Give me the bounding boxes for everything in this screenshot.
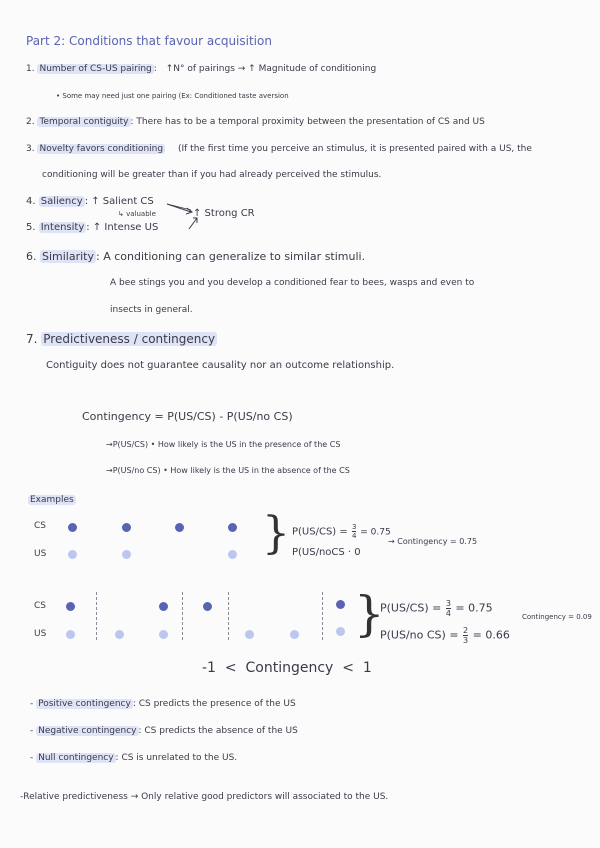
formula-explanation-cs: →P(US/CS) • How likely is the US in the presence of the CS xyxy=(106,440,341,449)
bullet-text: : CS predicts the absence of the US xyxy=(138,726,298,736)
ex2-us-dot xyxy=(290,630,299,639)
item-similarity xyxy=(26,250,365,263)
item-intensity xyxy=(26,222,158,233)
ex1-result: → Contingency = 0.75 xyxy=(388,537,478,546)
bullet-negative xyxy=(30,726,298,736)
predictiveness-text: Contiguity does not guarantee causality nor an outcome relationship. xyxy=(46,360,395,371)
ex2-us-dot xyxy=(159,630,168,639)
bullet-text: : CS is unrelated to the US. xyxy=(115,753,238,763)
ex2-brace: } xyxy=(354,586,385,642)
item-num: 7. xyxy=(26,332,38,346)
ex2-us-dot xyxy=(115,630,124,639)
saliency-sub: ↳ valuable xyxy=(118,210,156,218)
p-label: P(US/CS) = xyxy=(380,601,445,615)
item-text: ↑ Salient CS xyxy=(91,196,154,207)
bullet-null xyxy=(30,753,237,763)
item-colon: : xyxy=(153,64,157,74)
ex1-us-dot xyxy=(68,550,77,559)
ex2-divider xyxy=(182,592,183,640)
bullet-text: : CS predicts the presence of the US xyxy=(132,699,296,709)
denominator: 4 xyxy=(445,609,451,618)
item-label: Novelty favors conditioning xyxy=(39,144,164,154)
p-value: = 0.66 xyxy=(469,628,510,642)
numerator: 3 xyxy=(445,599,451,608)
item-text: ↑ Intense US xyxy=(92,222,159,233)
ex2-row-us: US xyxy=(34,629,47,639)
contingency-formula: Contingency = P(US/CS) - P(US/no CS) xyxy=(82,410,293,423)
item-text: ↑N° of pairings → ↑ Magnitude of conditioning xyxy=(165,64,377,74)
ex2-divider xyxy=(228,592,229,640)
item-number-of-pairings xyxy=(26,64,376,74)
fraction xyxy=(463,626,468,645)
item-num: 1. xyxy=(26,64,35,74)
ex1-row-cs: CS xyxy=(34,521,46,531)
denominator: 4 xyxy=(351,532,357,540)
ex2-us-dot xyxy=(245,630,254,639)
p-value: = 0.75 xyxy=(451,601,493,615)
item-temporal-contiguity xyxy=(26,117,485,127)
item-label: Number of CS-US pairing xyxy=(39,64,152,74)
item-num: 6. xyxy=(26,250,37,263)
item-novelty xyxy=(26,144,532,154)
item-num: 5. xyxy=(26,222,36,233)
ex2-row-cs: CS xyxy=(34,601,46,611)
ex1-cs-dot xyxy=(68,523,77,532)
bullet-label: Positive contingency xyxy=(38,699,131,709)
numerator: 3 xyxy=(351,523,357,531)
ex2-p-us-cs xyxy=(380,599,493,618)
item-colon: : xyxy=(130,117,134,127)
item-num: 2. xyxy=(26,117,35,127)
ex2-us-dot xyxy=(66,630,75,639)
item-text: (If the first time you perceive an stimulus, it is presented paired with a US, the xyxy=(177,144,532,154)
dash: - xyxy=(30,753,34,763)
similarity-example-2: insects in general. xyxy=(110,305,193,315)
item-num: 4. xyxy=(26,196,36,207)
ex1-cs-dot xyxy=(175,523,184,532)
item-text: There has to be a temporal proximity between the presentation of CS and US xyxy=(136,117,485,127)
bullet-label: Negative contingency xyxy=(38,726,137,736)
ex1-row-us: US xyxy=(34,549,47,559)
ex2-cs-dot xyxy=(203,602,212,611)
formula-explanation-nocs: →P(US/no CS) • How likely is the US in the absence of the CS xyxy=(106,466,350,475)
item-label: Temporal contiguity xyxy=(39,117,129,127)
ex2-p-us-nocs xyxy=(380,626,510,645)
numerator: 2 xyxy=(463,626,469,635)
ex2-cs-dot xyxy=(66,602,75,611)
relative-predictiveness: -Relative predictiveness → Only relative good predictors will associated to the US. xyxy=(20,792,389,802)
ex2-divider xyxy=(96,592,97,640)
item-novelty-continued: conditioning will be greater than if you had already perceived the stimulus. xyxy=(42,170,382,180)
bullet-label: Null contingency xyxy=(38,753,114,763)
contingency-range: -1 < Contingency < 1 xyxy=(202,660,372,676)
item-predictiveness xyxy=(26,332,217,346)
ex2-cs-dot xyxy=(159,602,168,611)
ex2-result: Contingency = 0.09 xyxy=(522,613,592,621)
strong-cr: ↑ Strong CR xyxy=(193,208,255,219)
page-title: Part 2: Conditions that favour acquisition xyxy=(26,34,272,48)
ex1-us-dot xyxy=(122,550,131,559)
item-num: 3. xyxy=(26,144,35,154)
item-colon: : xyxy=(84,196,89,207)
ex1-brace: } xyxy=(262,508,290,559)
fraction xyxy=(446,599,451,618)
item-text: A conditioning can generalize to similar stimuli. xyxy=(103,250,366,263)
dash: - xyxy=(30,699,34,709)
p-label: P(US/CS) = xyxy=(292,526,351,538)
ex1-cs-dot xyxy=(228,523,237,532)
examples-label: Examples xyxy=(30,495,74,505)
ex2-divider xyxy=(322,592,323,640)
ex1-us-dot xyxy=(228,550,237,559)
item-label: Intensity xyxy=(40,222,85,233)
item-label: Predictiveness / contingency xyxy=(43,332,216,346)
ex1-p-us-cs xyxy=(292,523,391,540)
similarity-example-1: A bee stings you and you develop a conditioned fear to bees, wasps and even to xyxy=(110,278,475,288)
fraction xyxy=(352,523,356,540)
sub-text: Some may need just one pairing (Ex: Conditioned taste aversion xyxy=(62,92,289,100)
item-sub-note xyxy=(56,92,289,100)
bullet: • xyxy=(56,92,61,100)
ex1-cs-dot xyxy=(122,523,131,532)
item-colon: : xyxy=(86,222,90,233)
p-value: = 0.75 xyxy=(357,527,391,538)
ex2-us-dot xyxy=(336,627,345,636)
p-label: P(US/no CS) = xyxy=(380,628,463,642)
bullet-positive xyxy=(30,699,296,709)
ex2-cs-dot xyxy=(336,600,345,609)
item-label: Saliency xyxy=(40,196,83,207)
item-colon: : xyxy=(96,250,100,263)
item-label: Similarity xyxy=(42,250,95,263)
dash: - xyxy=(30,726,34,736)
ex1-p-us-nocs: P(US/noCS · 0 xyxy=(292,547,361,558)
denominator: 3 xyxy=(463,636,469,645)
item-saliency xyxy=(26,196,154,207)
